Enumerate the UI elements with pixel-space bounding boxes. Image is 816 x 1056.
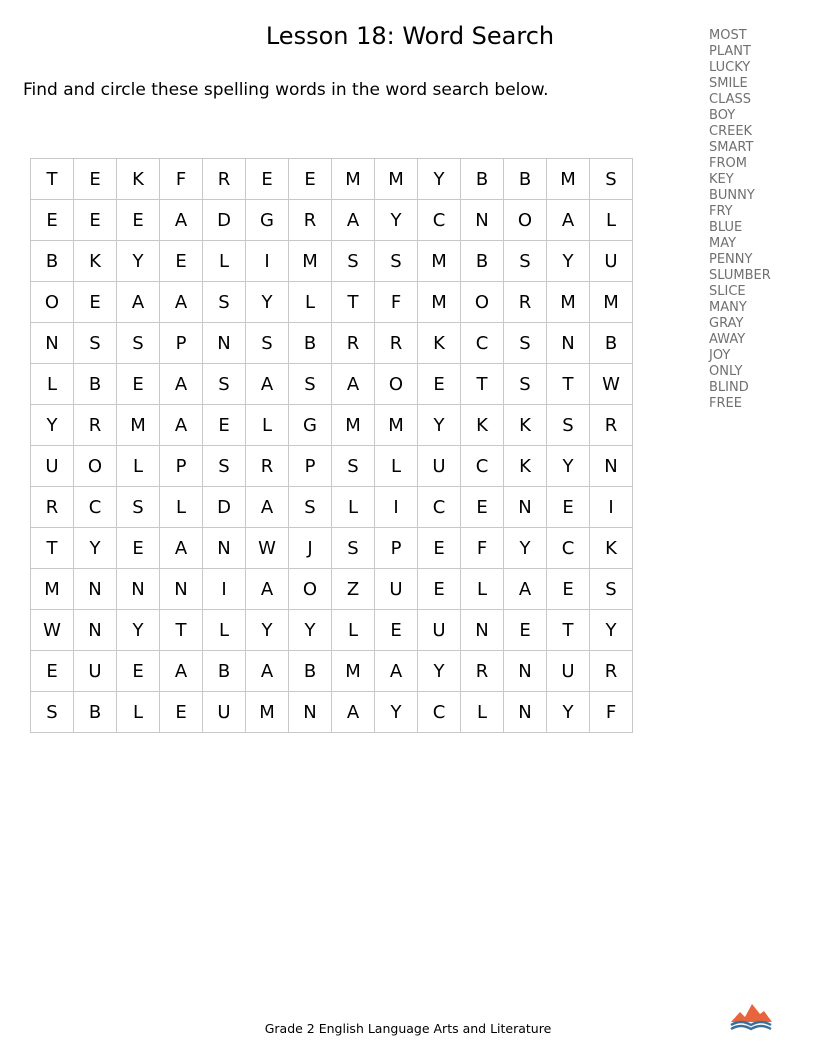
grid-letter-cell[interactable]: R — [332, 323, 375, 364]
grid-letter-cell[interactable]: P — [160, 446, 203, 487]
grid-letter-cell[interactable]: R — [504, 282, 547, 323]
grid-letter-cell[interactable]: C — [418, 200, 461, 241]
grid-letter-cell[interactable]: W — [246, 528, 289, 569]
grid-letter-cell[interactable]: K — [461, 405, 504, 446]
grid-letter-cell[interactable]: R — [375, 323, 418, 364]
grid-letter-cell[interactable]: D — [203, 200, 246, 241]
spelling-word: ONLY — [709, 364, 743, 379]
grid-letter-cell[interactable]: U — [203, 692, 246, 733]
grid-row — [31, 651, 633, 692]
grid-letter-cell[interactable]: O — [31, 282, 74, 323]
grid-letter-cell[interactable]: Y — [74, 528, 117, 569]
grid-letter-cell[interactable]: N — [461, 200, 504, 241]
grid-letter-cell[interactable]: K — [504, 446, 547, 487]
grid-letter-cell[interactable]: Y — [504, 528, 547, 569]
grid-letter-cell[interactable]: N — [461, 610, 504, 651]
grid-letter-cell[interactable]: Y — [547, 446, 590, 487]
spelling-word: PENNY — [709, 252, 753, 267]
grid-letter-cell[interactable]: M — [418, 282, 461, 323]
grid-letter-cell[interactable]: M — [332, 405, 375, 446]
grid-letter-cell[interactable]: Y — [418, 651, 461, 692]
grid-letter-cell[interactable]: E — [375, 610, 418, 651]
grid-letter-cell[interactable]: E — [117, 364, 160, 405]
spelling-word: JOY — [709, 348, 731, 363]
grid-letter-cell[interactable]: N — [504, 692, 547, 733]
spelling-word: MANY — [709, 300, 747, 315]
spelling-word: PLANT — [709, 44, 751, 59]
instructions-text: Find and circle these spelling words in the word search below. — [23, 80, 549, 100]
grid-letter-cell[interactable]: L — [289, 282, 332, 323]
grid-letter-cell[interactable]: P — [375, 528, 418, 569]
grid-letter-cell[interactable]: M — [547, 282, 590, 323]
grid-letter-cell[interactable]: R — [289, 200, 332, 241]
spelling-word: BUNNY — [709, 188, 755, 203]
grid-letter-cell[interactable]: E — [418, 569, 461, 610]
spelling-word: BOY — [709, 108, 736, 123]
grid-letter-cell[interactable]: A — [160, 282, 203, 323]
grid-letter-cell[interactable]: Y — [117, 241, 160, 282]
grid-letter-cell[interactable]: L — [375, 446, 418, 487]
grid-letter-cell[interactable]: A — [160, 364, 203, 405]
grid-letter-cell[interactable]: I — [203, 569, 246, 610]
grid-letter-cell[interactable]: C — [461, 446, 504, 487]
grid-letter-cell[interactable]: S — [74, 323, 117, 364]
grid-letter-cell[interactable]: S — [547, 405, 590, 446]
grid-letter-cell[interactable]: M — [289, 241, 332, 282]
spelling-word: GRAY — [709, 316, 744, 331]
grid-letter-cell[interactable]: K — [504, 405, 547, 446]
grid-letter-cell[interactable]: E — [203, 405, 246, 446]
grid-letter-cell[interactable]: W — [31, 610, 74, 651]
spelling-word: SMILE — [709, 76, 748, 91]
grid-letter-cell[interactable]: G — [289, 405, 332, 446]
spelling-word: LUCKY — [709, 60, 751, 75]
grid-letter-cell[interactable]: L — [461, 692, 504, 733]
grid-letter-cell[interactable]: E — [160, 692, 203, 733]
grid-letter-cell[interactable]: E — [547, 569, 590, 610]
grid-letter-cell[interactable]: E — [31, 651, 74, 692]
grid-letter-cell[interactable]: B — [289, 323, 332, 364]
grid-letter-cell[interactable]: O — [461, 282, 504, 323]
grid-letter-cell[interactable]: L — [203, 241, 246, 282]
grid-letter-cell[interactable]: I — [375, 487, 418, 528]
grid-letter-cell[interactable]: S — [504, 241, 547, 282]
grid-letter-cell[interactable]: A — [160, 200, 203, 241]
grid-letter-cell[interactable]: C — [418, 692, 461, 733]
grid-letter-cell[interactable]: Y — [246, 282, 289, 323]
grid-letter-cell[interactable]: A — [246, 651, 289, 692]
grid-letter-cell[interactable]: E — [117, 651, 160, 692]
spelling-word: FRY — [709, 204, 733, 219]
grid-letter-cell[interactable]: T — [332, 282, 375, 323]
grid-letter-cell[interactable]: B — [203, 651, 246, 692]
grid-letter-cell[interactable]: N — [504, 651, 547, 692]
grid-letter-cell[interactable]: Y — [418, 405, 461, 446]
grid-letter-cell[interactable]: N — [203, 528, 246, 569]
spelling-word-list — [709, 28, 809, 412]
word-search-grid — [30, 158, 633, 733]
grid-letter-cell[interactable]: A — [160, 405, 203, 446]
grid-letter-cell[interactable]: B — [74, 692, 117, 733]
grid-letter-cell[interactable]: E — [461, 487, 504, 528]
grid-letter-cell[interactable]: T — [160, 610, 203, 651]
logo-book-wave-2 — [731, 1026, 771, 1029]
grid-letter-cell[interactable]: S — [203, 446, 246, 487]
grid-row — [31, 159, 633, 200]
grid-letter-cell[interactable]: E — [246, 159, 289, 200]
grid-letter-cell[interactable]: S — [203, 364, 246, 405]
grid-letter-cell[interactable]: S — [332, 241, 375, 282]
grid-letter-cell[interactable]: B — [74, 364, 117, 405]
spelling-word: FROM — [709, 156, 747, 171]
grid-letter-cell[interactable]: R — [31, 487, 74, 528]
grid-letter-cell[interactable]: Y — [375, 692, 418, 733]
grid-letter-cell[interactable]: Y — [547, 241, 590, 282]
grid-letter-cell[interactable]: A — [332, 364, 375, 405]
grid-letter-cell[interactable]: A — [332, 200, 375, 241]
grid-letter-cell[interactable]: K — [74, 241, 117, 282]
grid-letter-cell[interactable]: E — [547, 487, 590, 528]
grid-letter-cell[interactable]: M — [375, 405, 418, 446]
grid-letter-cell[interactable]: E — [74, 200, 117, 241]
grid-letter-cell[interactable]: L — [203, 610, 246, 651]
grid-letter-cell[interactable]: S — [289, 364, 332, 405]
grid-letter-cell[interactable]: B — [504, 159, 547, 200]
grid-row — [31, 692, 633, 733]
grid-letter-cell[interactable]: E — [117, 200, 160, 241]
grid-letter-cell[interactable]: L — [461, 569, 504, 610]
grid-letter-cell[interactable]: Y — [375, 200, 418, 241]
grid-letter-cell[interactable]: U — [375, 569, 418, 610]
grid-letter-cell[interactable]: Z — [332, 569, 375, 610]
grid-letter-cell[interactable]: M — [418, 241, 461, 282]
spelling-word: CREEK — [709, 124, 753, 139]
grid-letter-cell[interactable]: Y — [246, 610, 289, 651]
grid-letter-cell[interactable]: U — [547, 651, 590, 692]
spelling-word: KEY — [709, 172, 734, 187]
grid-letter-cell[interactable]: O — [74, 446, 117, 487]
grid-letter-cell[interactable]: F — [160, 159, 203, 200]
grid-letter-cell[interactable]: N — [590, 446, 633, 487]
spelling-word: SLICE — [709, 284, 746, 299]
grid-letter-cell[interactable]: E — [504, 610, 547, 651]
grid-letter-cell[interactable]: A — [375, 651, 418, 692]
grid-letter-cell[interactable]: A — [160, 651, 203, 692]
grid-letter-cell[interactable]: A — [332, 692, 375, 733]
grid-letter-cell[interactable]: S — [504, 364, 547, 405]
grid-letter-cell[interactable]: E — [74, 282, 117, 323]
grid-letter-cell[interactable]: R — [246, 446, 289, 487]
grid-letter-cell[interactable]: U — [418, 446, 461, 487]
spelling-word: BLIND — [709, 380, 749, 395]
grid-letter-cell[interactable]: M — [332, 651, 375, 692]
grid-letter-cell[interactable]: O — [289, 569, 332, 610]
grid-letter-cell[interactable]: N — [160, 569, 203, 610]
grid-letter-cell[interactable]: S — [203, 282, 246, 323]
grid-row — [31, 282, 633, 323]
grid-letter-cell[interactable]: R — [590, 651, 633, 692]
grid-letter-cell[interactable]: L — [590, 200, 633, 241]
grid-letter-cell[interactable]: N — [289, 692, 332, 733]
grid-letter-cell[interactable]: U — [590, 241, 633, 282]
grid-letter-cell[interactable]: T — [547, 364, 590, 405]
grid-letter-cell[interactable]: R — [590, 405, 633, 446]
grid-letter-cell[interactable]: A — [117, 282, 160, 323]
grid-row — [31, 323, 633, 364]
grid-row — [31, 487, 633, 528]
grid-letter-cell[interactable]: A — [246, 487, 289, 528]
grid-letter-cell[interactable]: S — [590, 569, 633, 610]
spelling-word: SLUMBER — [709, 268, 771, 283]
grid-letter-cell[interactable]: M — [590, 282, 633, 323]
grid-letter-cell[interactable]: R — [203, 159, 246, 200]
spelling-word: SMART — [709, 140, 754, 155]
grid-letter-cell[interactable]: Y — [117, 610, 160, 651]
grid-letter-cell[interactable]: K — [117, 159, 160, 200]
spelling-word: FREE — [709, 396, 742, 411]
grid-letter-cell[interactable]: S — [590, 159, 633, 200]
grid-letter-cell[interactable]: E — [117, 528, 160, 569]
grid-letter-cell[interactable]: L — [332, 487, 375, 528]
grid-row — [31, 610, 633, 651]
grid-letter-cell[interactable]: Y — [590, 610, 633, 651]
grid-letter-cell[interactable]: N — [74, 569, 117, 610]
grid-letter-cell[interactable]: E — [74, 159, 117, 200]
grid-letter-cell[interactable]: C — [547, 528, 590, 569]
grid-letter-cell[interactable]: M — [375, 159, 418, 200]
grid-letter-cell[interactable]: U — [74, 651, 117, 692]
footer-course-title: Grade 2 English Language Arts and Literature — [264, 1021, 552, 1036]
grid-letter-cell[interactable]: S — [289, 487, 332, 528]
grid-letter-cell[interactable]: A — [547, 200, 590, 241]
grid-letter-cell[interactable]: L — [31, 364, 74, 405]
grid-letter-cell[interactable]: B — [31, 241, 74, 282]
grid-letter-cell[interactable]: N — [74, 610, 117, 651]
grid-row — [31, 528, 633, 569]
page-title: Lesson 18: Word Search — [265, 22, 555, 50]
grid-letter-cell[interactable]: S — [375, 241, 418, 282]
grid-letter-cell[interactable]: N — [203, 323, 246, 364]
grid-letter-cell[interactable]: E — [160, 241, 203, 282]
grid-letter-cell[interactable]: U — [418, 610, 461, 651]
grid-letter-cell[interactable]: A — [246, 364, 289, 405]
grid-letter-cell[interactable]: A — [504, 569, 547, 610]
grid-letter-cell[interactable]: S — [332, 446, 375, 487]
grid-letter-cell[interactable]: R — [461, 651, 504, 692]
grid-letter-cell[interactable]: U — [31, 446, 74, 487]
grid-letter-cell[interactable]: I — [590, 487, 633, 528]
grid-letter-cell[interactable]: N — [31, 323, 74, 364]
grid-row — [31, 364, 633, 405]
grid-letter-cell[interactable]: J — [289, 528, 332, 569]
grid-row — [31, 241, 633, 282]
logo-book-wave-1 — [731, 1022, 771, 1025]
grid-letter-cell[interactable]: N — [117, 569, 160, 610]
grid-letter-cell[interactable]: Y — [547, 692, 590, 733]
grid-letter-cell[interactable]: C — [74, 487, 117, 528]
grid-letter-cell[interactable]: N — [504, 487, 547, 528]
grid-letter-cell[interactable]: M — [117, 405, 160, 446]
grid-letter-cell[interactable]: E — [289, 159, 332, 200]
grid-letter-cell[interactable]: L — [117, 692, 160, 733]
grid-letter-cell[interactable]: G — [246, 200, 289, 241]
grid-letter-cell[interactable]: B — [461, 159, 504, 200]
grid-letter-cell[interactable]: L — [246, 405, 289, 446]
grid-letter-cell[interactable]: C — [461, 323, 504, 364]
grid-letter-cell[interactable]: S — [31, 692, 74, 733]
logo-mountain-shape — [731, 1004, 772, 1022]
grid-letter-cell[interactable]: S — [332, 528, 375, 569]
grid-letter-cell[interactable]: P — [160, 323, 203, 364]
spelling-word: CLASS — [709, 92, 752, 107]
grid-letter-cell[interactable]: N — [547, 323, 590, 364]
grid-letter-cell[interactable]: Y — [31, 405, 74, 446]
spelling-word: AWAY — [709, 332, 746, 347]
grid-letter-cell[interactable]: F — [461, 528, 504, 569]
grid-letter-cell[interactable]: I — [246, 241, 289, 282]
grid-letter-cell[interactable]: F — [590, 692, 633, 733]
grid-row — [31, 446, 633, 487]
grid-letter-cell[interactable]: C — [418, 487, 461, 528]
mountain-book-logo-icon — [728, 1000, 774, 1034]
grid-letter-cell[interactable]: S — [504, 323, 547, 364]
grid-letter-cell[interactable]: T — [461, 364, 504, 405]
grid-row — [31, 569, 633, 610]
grid-letter-cell[interactable]: Y — [289, 610, 332, 651]
grid-letter-cell[interactable]: K — [418, 323, 461, 364]
grid-letter-cell[interactable]: S — [117, 487, 160, 528]
grid-letter-cell[interactable]: F — [375, 282, 418, 323]
grid-letter-cell[interactable]: L — [117, 446, 160, 487]
spelling-word: MAY — [709, 236, 737, 251]
grid-letter-cell[interactable]: O — [504, 200, 547, 241]
grid-letter-cell[interactable]: P — [289, 446, 332, 487]
grid-letter-cell[interactable]: A — [160, 528, 203, 569]
grid-letter-cell[interactable]: E — [418, 528, 461, 569]
grid-letter-cell[interactable]: B — [590, 323, 633, 364]
grid-letter-cell[interactable]: Y — [418, 159, 461, 200]
grid-letter-cell[interactable]: T — [31, 159, 74, 200]
grid-letter-cell[interactable]: R — [74, 405, 117, 446]
grid-letter-cell[interactable]: B — [461, 241, 504, 282]
grid-letter-cell[interactable]: M — [246, 692, 289, 733]
grid-letter-cell[interactable]: M — [31, 569, 74, 610]
grid-letter-cell[interactable]: B — [289, 651, 332, 692]
grid-letter-cell[interactable]: D — [203, 487, 246, 528]
spelling-word: MOST — [709, 28, 747, 43]
grid-row — [31, 200, 633, 241]
grid-letter-cell[interactable]: M — [332, 159, 375, 200]
grid-letter-cell[interactable]: L — [332, 610, 375, 651]
grid-letter-cell[interactable]: K — [590, 528, 633, 569]
spelling-word: BLUE — [709, 220, 743, 235]
grid-letter-cell[interactable]: S — [117, 323, 160, 364]
grid-letter-cell[interactable]: A — [246, 569, 289, 610]
grid-letter-cell[interactable]: L — [160, 487, 203, 528]
grid-letter-cell[interactable]: T — [547, 610, 590, 651]
grid-letter-cell[interactable]: O — [375, 364, 418, 405]
grid-letter-cell[interactable]: M — [547, 159, 590, 200]
grid-letter-cell[interactable]: E — [418, 364, 461, 405]
grid-letter-cell[interactable]: W — [590, 364, 633, 405]
grid-letter-cell[interactable]: E — [31, 200, 74, 241]
grid-letter-cell[interactable]: T — [31, 528, 74, 569]
grid-letter-cell[interactable]: S — [246, 323, 289, 364]
grid-row — [31, 405, 633, 446]
